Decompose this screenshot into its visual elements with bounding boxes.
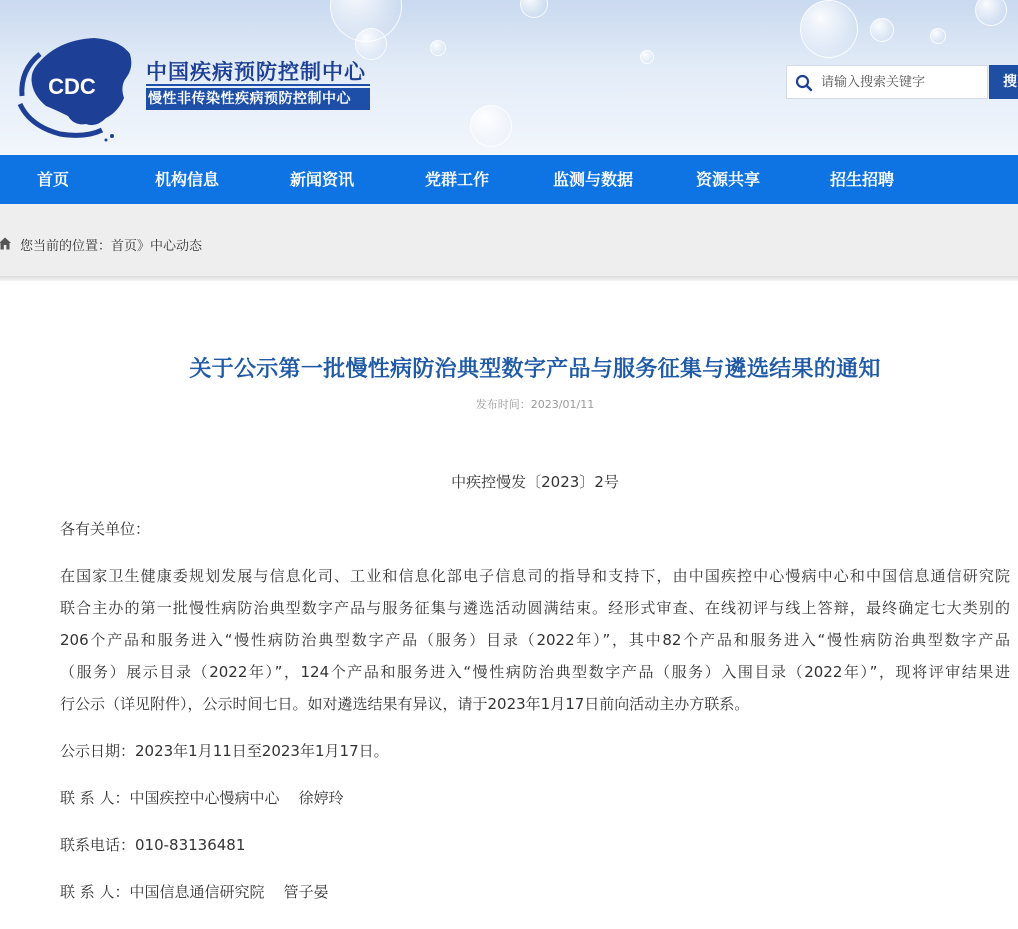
publish-date: 发布时间：2023/01/11 [475,398,595,411]
nav-item-data[interactable]: 监测与数据 [553,170,634,189]
main-nav [0,155,1018,204]
body-line: 行公示（详见附件），公示时间七日。如对遴选结果有异议，请于2023年1月17日前向活动主办方联系。 [60,695,750,713]
body-line: （服务）展示目录（2022年）”，124个产品和服务进入“慢性病防治典型数字产品（服务）入围目录（2022年）”，现将评审结果进 [60,663,1010,681]
decorative-bubble [870,18,894,42]
cdc-logo-icon[interactable] [16,26,134,144]
body-line: 在国家卫生健康委规划发展与信息化司、工业和信息化部电子信息司的指导和支持下，由中国疾控中心慢病中心和中国信息通信研究院 [60,567,1010,585]
body-line: 联合主办的第一批慢性病防治典型数字产品与服务征集与遴选活动圆满结束。经形式审查、在线初评与线上答辩，最终确定七大类别的 [60,599,1010,617]
nav-item-resources[interactable]: 资源共享 [696,170,761,189]
search-button[interactable]: 搜 [989,65,1018,99]
decorative-bubble [520,0,548,18]
document-number: 中疾控慢发〔2023〕2号 [451,473,619,491]
site-title[interactable]: 中国疾病预防控制中心 [146,60,366,84]
decorative-bubble [640,50,654,64]
title-divider [146,84,370,86]
search-box [786,65,988,99]
contact-person-1: 联 系 人：中国疾控中心慢病中心 徐婷玲 [60,789,344,807]
decorative-bubble [470,105,512,147]
nav-item-institution[interactable]: 机构信息 [155,170,220,189]
breadcrumb-divider [0,276,1018,281]
logo-text: CDC [48,74,96,99]
search-input[interactable] [821,66,981,98]
nav-item-party[interactable]: 党群工作 [425,170,490,189]
decorative-bubble [430,40,446,56]
contact-person-2: 联 系 人：中国信息通信研究院 管子晏 [60,883,329,901]
notice-period: 公示日期：2023年1月11日至2023年1月17日。 [60,742,389,760]
nav-item-recruitment[interactable]: 招生招聘 [830,170,895,189]
home-icon [0,237,12,250]
contact-phone: 联系电话：010-83136481 [60,836,246,854]
decorative-bubble [975,0,1007,26]
salutation: 各有关单位： [60,520,151,538]
site-subtitle[interactable]: 慢性非传染性疾病预防控制中心 [146,88,370,110]
breadcrumb-text[interactable]: 您当前的位置：首页》中心动态 [20,239,203,254]
article-title: 关于公示第一批慢性病防治典型数字产品与服务征集与遴选结果的通知 [189,357,881,382]
search-icon [795,74,813,92]
nav-item-home[interactable]: 首页 [37,170,70,189]
body-line: 206个产品和服务进入“慢性病防治典型数字产品（服务）目录（2022年）”，其中82个产品和服务进入“慢性病防治典型数字产品 [60,631,1010,649]
decorative-bubble [930,28,946,44]
breadcrumb [0,204,1018,279]
decorative-bubble [800,0,858,58]
site-header [0,0,1018,155]
nav-item-news[interactable]: 新闻资讯 [290,170,355,189]
